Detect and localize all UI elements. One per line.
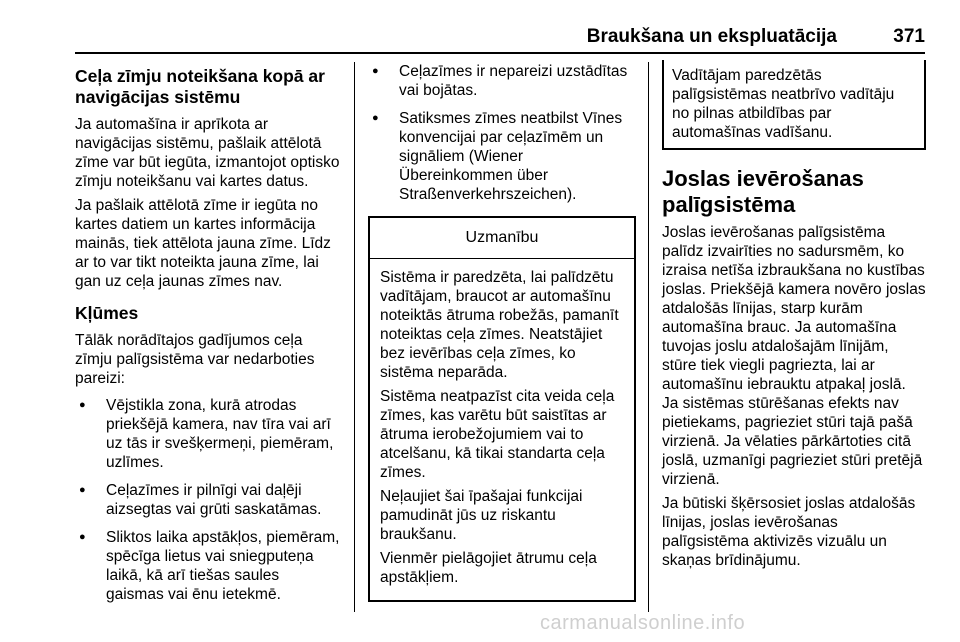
list-item: ● Sliktos laika apstākļos, piemēram, spēcīga lietus vai sniegputeņa laikā, kā arī tiešas saules gaismas vai ēnu ietekmē.: [75, 528, 340, 604]
column-divider-right: [648, 62, 649, 612]
list-item: ● Ceļazīmes ir pilnīgi vai daļēji aizsegtas vai grūti saskatāmas.: [75, 481, 340, 519]
caution-title: Uzmanību: [370, 218, 634, 259]
caution-paragraph: Vienmēr pielāgojiet ātrumu ceļa apstākļiem.: [380, 550, 597, 586]
caution-body: [370, 259, 634, 600]
caution-paragraph: Sistēma neatpazīst cita veida ceļa zīmes, kas varētu būt saistītas ar ātruma ierobežojumiem vai to atcelšanu, kā tikai standarta ceļa zīmes.: [380, 388, 615, 481]
page-header: [75, 24, 925, 54]
column-middle: [368, 62, 636, 602]
list-item: ● Satiksmes zīmes neatbilst Vīnes konvencijai par ceļazīmēm un signāliem (Wiener Übereinkommen über Straßenverkehrszeichen).: [368, 109, 636, 204]
column-right: [662, 62, 926, 575]
paragraph: Joslas ievērošanas palīgsistēma palīdz izvairīties no sadursmēm, ko izraisa netīša izbraukšana no kustības joslas. Priekšējā kamera novēro joslas atdalošās līnijas, starp kurām automašīna brauc. Ja automašīna tuvojas joslu atdalošajām līnijām, stūre tiek viegli pagriezta, lai ar automašīnu iebrauktu atpakaļ joslā. Ja sistēmas stūrēšanas efekts nav pietiekams, pagrieziet stūri tajā pašā virzienā. Ja vēlaties pārkārtoties citā joslā, uzmanīgi pagrieziet stūri pretējā virzienā.: [662, 224, 926, 488]
paragraph: Ja automašīna ir aprīkota ar navigācijas sistēmu, pašlaik attēlotā zīme var būt iegūta, izmantojot optisko zīmju noteikšanu vai kartes datus.: [75, 116, 340, 190]
list-item: ● Vējstikla zona, kurā atrodas priekšējā kamera, nav tīra vai arī uz tās ir svešķermeņi, piemēram, uzlīmes.: [75, 396, 340, 472]
watermark-text: carmanualsonline.info: [540, 612, 746, 634]
note-box: [662, 60, 926, 150]
column-divider-left: [354, 62, 355, 612]
list-item: ● Ceļazīmes ir nepareizi uzstādītas vai bojātas.: [368, 62, 636, 100]
section-heading-lane-keep-assist: Joslas ievērošanas palīgsistēma: [662, 166, 864, 217]
chapter-title: Braukšana un ekspluatācija: [586, 26, 837, 47]
caution-box: [368, 216, 636, 602]
paragraph: Ja pašlaik attēlotā zīme ir iegūta no kartes datiem un kartes informācija mainās, tiek attēlota jauna zīme. Līdz ar to var tikt noteikta jauna zīme, lai gan uz ceļa jaunas zīmes nav.: [75, 197, 331, 290]
caution-paragraph: Neļaujiet šai īpašajai funkcijai pamudināt jūs uz riskantu braukšanu.: [380, 488, 583, 543]
paragraph: Tālāk norādītajos gadījumos ceļa zīmju palīgsistēma var nedarboties pareizi:: [75, 332, 315, 387]
caution-paragraph: Sistēma ir paredzēta, lai palīdzētu vadītājam, braucot ar automašīnu noteiktās ātruma robežās, pamanīt noteiktas ceļa zīmes. Neatstājiet bez ievērības ceļa zīmes, ko sistēma neparāda.: [380, 269, 619, 381]
fault-list-continued: [368, 62, 636, 204]
section-heading-faults: Kļūmes: [75, 303, 139, 323]
paragraph: Ja būtiski šķērsosiet joslas atdalošās līnijas, joslas ievērošanas palīgsistēma aktivizēs vizuālu un skaņas brīdinājumu.: [662, 495, 916, 569]
page-number: 371: [893, 26, 925, 47]
column-left: [75, 62, 340, 613]
fault-list: [75, 396, 340, 604]
note-text: Vadītājam paredzētās palīgsistēmas neatbrīvo vadītāju no pilnas atbildības par automašīnas vadīšanu.: [672, 67, 895, 141]
section-heading-sign-navigation: Ceļa zīmju noteikšana kopā ar navigācijas sistēmu: [75, 66, 325, 107]
